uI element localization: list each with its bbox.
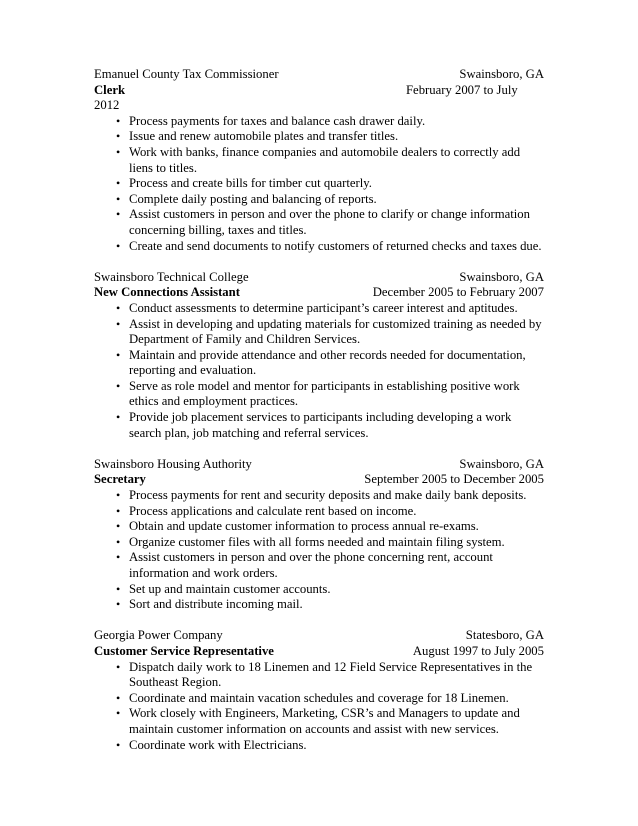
- job-dates: December 2005 to February 2007: [372, 285, 544, 300]
- duty-item: [94, 301, 544, 317]
- duty-item: [94, 691, 544, 707]
- duty-text: Provide job placement services to participants including developing a work search plan, job matching and referral services.: [129, 410, 512, 440]
- title-row: [94, 83, 544, 114]
- job-entry: [94, 628, 544, 753]
- duty-item: [94, 582, 544, 598]
- duty-text: Work closely with Engineers, Marketing, CSR’s and Managers to update and maintain customer information on accounts and assist with new services.: [129, 706, 520, 736]
- bullet-icon: •: [116, 597, 121, 612]
- job-title: Customer Service Representative: [94, 643, 274, 658]
- duty-item: [94, 504, 544, 520]
- duty-item: [94, 348, 544, 379]
- bullet-icon: •: [116, 550, 121, 565]
- employer-row: [94, 67, 544, 83]
- employer-location: Statesboro, GA: [465, 628, 544, 643]
- duty-text: Dispatch daily work to 18 Linemen and 12 Field Service Representatives in the Southeast Region.: [129, 659, 533, 690]
- employer-location: Swainsboro, GA: [459, 269, 544, 284]
- bullet-icon: •: [116, 316, 121, 331]
- duty-text: Sort and distribute incoming mail.: [129, 597, 303, 612]
- duty-text: Set up and maintain customer accounts.: [129, 581, 331, 596]
- duty-item: [94, 192, 544, 208]
- job-dates: August 1997 to July 2005: [412, 643, 544, 658]
- bullet-icon: •: [116, 191, 121, 206]
- job-entry: [94, 270, 544, 442]
- job-entry: [94, 67, 544, 254]
- duty-item: [94, 239, 544, 255]
- duty-text: Process payments for taxes and balance cash drawer daily.: [129, 113, 426, 128]
- employer-row: [94, 270, 544, 286]
- duty-text: Organize customer files with all forms needed and maintain filing system.: [129, 534, 505, 549]
- duty-item: [94, 597, 544, 613]
- duty-text: Create and send documents to notify customers of returned checks and taxes due.: [129, 238, 542, 253]
- duty-text: Assist customers in person and over the phone concerning rent, account information and work orders.: [129, 550, 493, 580]
- resume-experience-section: [94, 67, 544, 769]
- duty-list: [94, 660, 544, 754]
- duty-text: Conduct assessments to determine participant’s career interest and aptitudes.: [129, 300, 518, 315]
- job-entry: [94, 457, 544, 613]
- bullet-icon: •: [116, 503, 121, 518]
- duty-text: Assist in developing and updating materials for customized training as needed by Department of Family and Children Services.: [129, 316, 542, 347]
- duty-item: [94, 410, 544, 441]
- job-dates: February 2007 to July 2012: [94, 82, 518, 113]
- title-row: [94, 644, 544, 660]
- bullet-icon: •: [116, 659, 121, 674]
- bullet-icon: •: [116, 176, 121, 191]
- bullet-icon: •: [116, 378, 121, 393]
- bullet-icon: •: [116, 207, 121, 222]
- bullet-icon: •: [116, 129, 121, 144]
- bullet-icon: •: [116, 410, 121, 425]
- duty-item: [94, 738, 544, 754]
- employer-name: Swainsboro Housing Authority: [94, 456, 252, 471]
- duty-item: [94, 114, 544, 130]
- duty-text: Serve as role model and mentor for participants in establishing positive work ethics and employment practices.: [129, 378, 520, 409]
- bullet-icon: •: [116, 581, 121, 596]
- bullet-icon: •: [116, 238, 121, 253]
- duty-item: [94, 207, 544, 238]
- duty-list: [94, 301, 544, 441]
- duty-text: Process applications and calculate rent based on income.: [129, 503, 417, 518]
- duty-item: [94, 379, 544, 410]
- duty-text: Complete daily posting and balancing of reports.: [129, 191, 377, 206]
- duty-list: [94, 488, 544, 613]
- bullet-icon: •: [116, 113, 121, 128]
- bullet-icon: •: [116, 534, 121, 549]
- employer-location: Swainsboro, GA: [459, 456, 544, 471]
- duty-item: [94, 706, 544, 737]
- duty-text: Process payments for rent and security deposits and make daily bank deposits.: [129, 488, 527, 503]
- employer-name: Swainsboro Technical College: [94, 269, 249, 284]
- duty-text: Coordinate work with Electricians.: [129, 737, 307, 752]
- duty-item: [94, 317, 544, 348]
- duty-item: [94, 488, 544, 504]
- bullet-icon: •: [116, 706, 121, 721]
- duty-item: [94, 129, 544, 145]
- employer-row: [94, 628, 544, 644]
- bullet-icon: •: [116, 144, 121, 159]
- job-dates: September 2005 to December 2005: [364, 472, 544, 487]
- bullet-icon: •: [116, 519, 121, 534]
- duty-text: Issue and renew automobile plates and transfer titles.: [129, 129, 399, 144]
- bullet-icon: •: [116, 300, 121, 315]
- duty-item: [94, 535, 544, 551]
- employer-location: Swainsboro, GA: [459, 67, 544, 81]
- bullet-icon: •: [116, 737, 121, 752]
- job-title: New Connections Assistant: [94, 285, 240, 300]
- duty-item: [94, 176, 544, 192]
- title-row: [94, 285, 544, 301]
- title-row: [94, 472, 544, 488]
- duty-item: [94, 519, 544, 535]
- job-title: Secretary: [94, 472, 146, 487]
- duty-text: Maintain and provide attendance and other records needed for documentation, reporting and evaluation.: [129, 347, 526, 378]
- duty-text: Work with banks, finance companies and automobile dealers to correctly add liens to titles.: [129, 144, 521, 175]
- duty-item: [94, 550, 544, 581]
- job-title: Clerk: [94, 82, 126, 97]
- duty-text: Coordinate and maintain vacation schedules and coverage for 18 Linemen.: [129, 690, 509, 705]
- employer-name: Georgia Power Company: [94, 628, 223, 643]
- employer-row: [94, 457, 544, 473]
- employer-name: Emanuel County Tax Commissioner: [94, 67, 279, 81]
- duty-item: [94, 660, 544, 691]
- bullet-icon: •: [116, 488, 121, 503]
- duty-text: Obtain and update customer information to process annual re-exams.: [129, 519, 479, 534]
- duty-text: Assist customers in person and over the phone to clarify or change information concerning billing, taxes and titles.: [129, 207, 530, 237]
- duty-text: Process and create bills for timber cut quarterly.: [129, 176, 372, 191]
- duty-list: [94, 114, 544, 254]
- duty-item: [94, 145, 544, 176]
- bullet-icon: •: [116, 690, 121, 705]
- bullet-icon: •: [116, 347, 121, 362]
